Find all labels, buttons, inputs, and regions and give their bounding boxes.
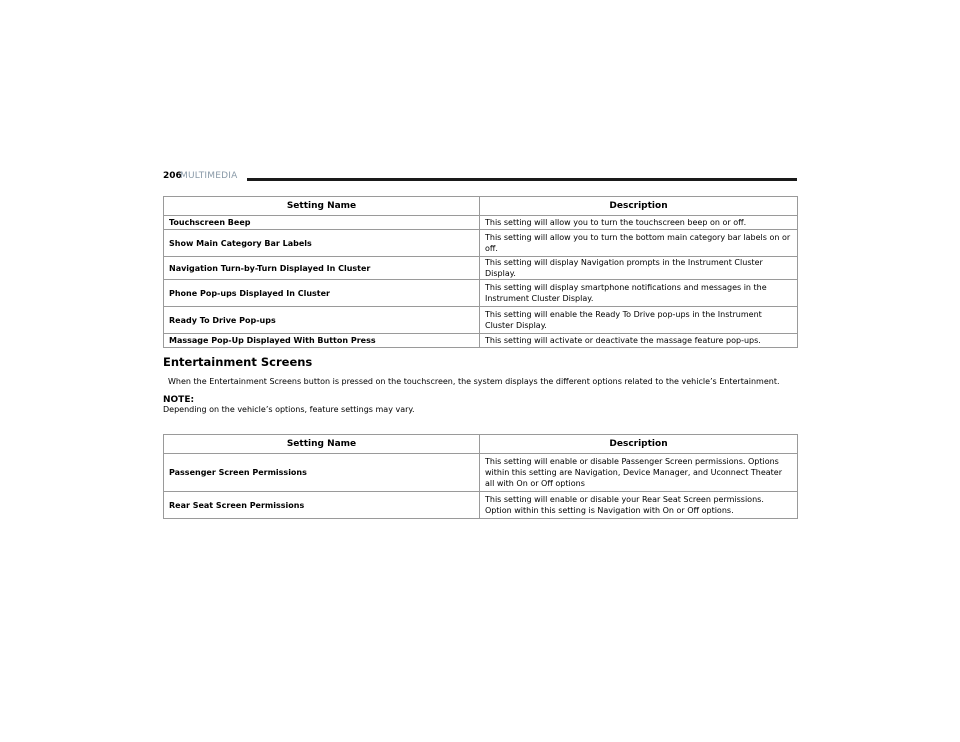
- column-header-setting-name: Setting Name: [164, 435, 480, 454]
- description-cell: This setting will activate or deactivate the massage feature pop-ups.: [480, 334, 798, 348]
- entertainment-settings-table: [163, 434, 798, 519]
- section-title: MULTIMEDIA: [180, 171, 238, 181]
- setting-name-cell: Phone Pop-ups Displayed In Cluster: [164, 280, 480, 307]
- table-row: [164, 280, 798, 307]
- header-rule: [247, 178, 797, 181]
- note-label: NOTE:: [163, 395, 195, 405]
- page-header: [163, 171, 797, 185]
- description-cell: This setting will enable or disable your Rear Seat Screen permissions. Option within this setting is Navigation with On or Off options.: [480, 492, 798, 519]
- setting-name-cell: Massage Pop-Up Displayed With Button Press: [164, 334, 480, 348]
- table-row: [164, 334, 798, 348]
- setting-name-cell: Ready To Drive Pop-ups: [164, 307, 480, 334]
- intro-paragraph: When the Entertainment Screens button is pressed on the touchscreen, the system displays the different options related to the vehicle’s Entertainment.: [168, 377, 780, 386]
- description-cell: This setting will enable the Ready To Drive pop-ups in the Instrument Cluster Display.: [480, 307, 798, 334]
- description-cell: This setting will enable or disable Passenger Screen permissions. Options within this setting are Navigation, Device Manager, and Uconnect Theater all with On or Off options: [480, 454, 798, 492]
- column-header-description: Description: [480, 197, 798, 216]
- settings-table: [163, 196, 798, 348]
- table-row: [164, 216, 798, 230]
- setting-name-cell: Rear Seat Screen Permissions: [164, 492, 480, 519]
- setting-name-cell: Touchscreen Beep: [164, 216, 480, 230]
- setting-name-cell: Show Main Category Bar Labels: [164, 230, 480, 257]
- setting-name-cell: Passenger Screen Permissions: [164, 454, 480, 492]
- table-row: [164, 454, 798, 492]
- section-heading: Entertainment Screens: [163, 355, 313, 369]
- description-cell: This setting will display smartphone notifications and messages in the Instrument Cluster Display.: [480, 280, 798, 307]
- table-row: [164, 492, 798, 519]
- description-cell: This setting will display Navigation prompts in the Instrument Cluster Display.: [480, 257, 798, 280]
- table-header-row: [164, 197, 798, 216]
- page-number: 206: [163, 171, 182, 181]
- column-header-setting-name: Setting Name: [164, 197, 480, 216]
- table-row: [164, 307, 798, 334]
- setting-name-cell: Navigation Turn-by-Turn Displayed In Cluster: [164, 257, 480, 280]
- table-row: [164, 257, 798, 280]
- table-row: [164, 230, 798, 257]
- description-cell: This setting will allow you to turn the touchscreen beep on or off.: [480, 216, 798, 230]
- table-header-row: [164, 435, 798, 454]
- note-text: Depending on the vehicle’s options, feature settings may vary.: [163, 405, 415, 414]
- description-cell: This setting will allow you to turn the bottom main category bar labels on or off.: [480, 230, 798, 257]
- column-header-description: Description: [480, 435, 798, 454]
